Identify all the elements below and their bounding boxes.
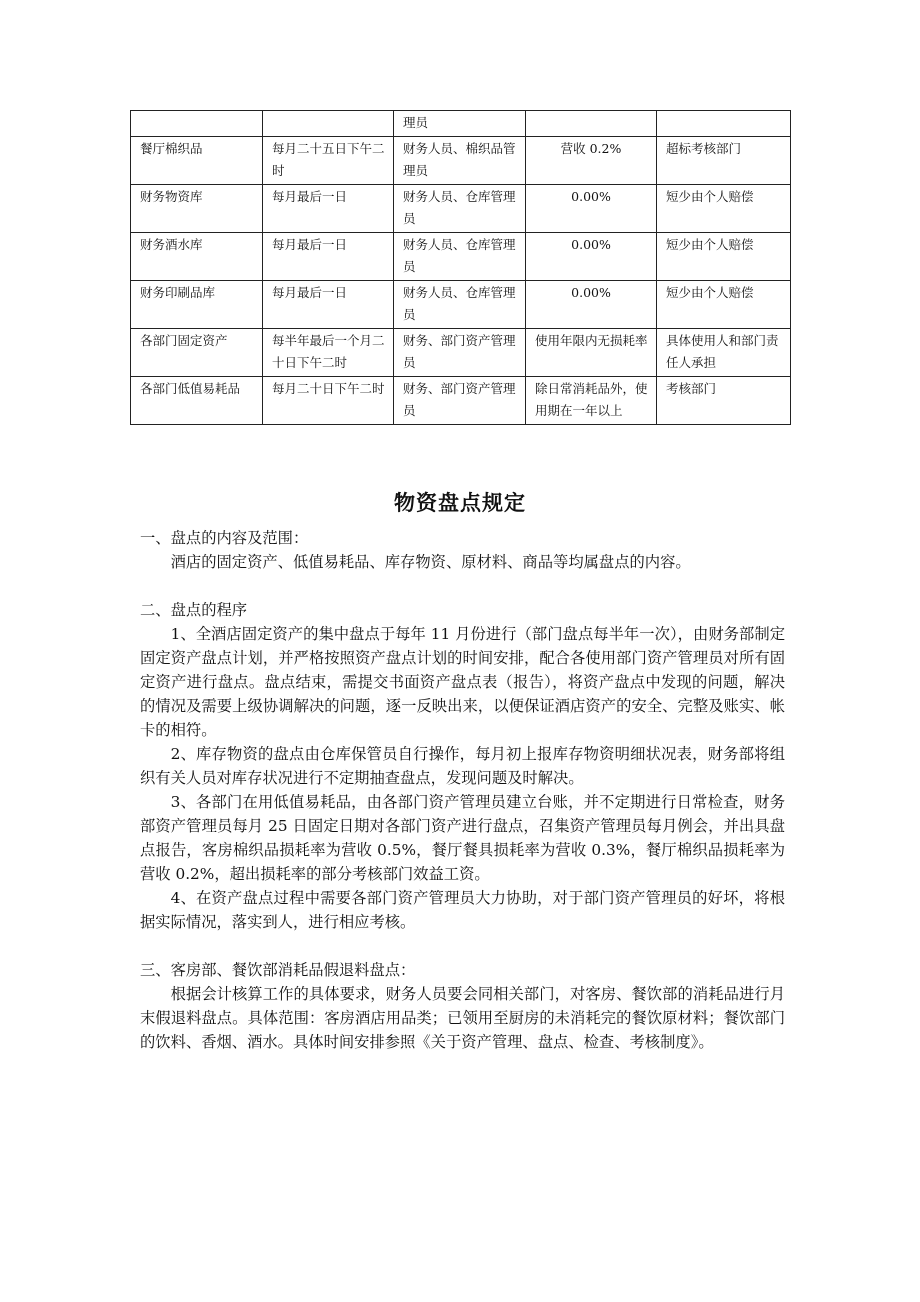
paragraph: 根据会计核算工作的具体要求，财务人员要会同相关部门，对客房、餐饮部的消耗品进行月末假退料盘点。具体范围：客房酒店用品类；已领用至厨房的未消耗完的餐饮原材料；餐饮部门的饮料、香烟、酒水。具体时间安排参照《关于资产管理、盘点、检查、考核制度》。 — [140, 985, 785, 1051]
table-row — [131, 281, 791, 329]
table-cell: 财务、部门资产管理员 — [394, 377, 526, 425]
paragraph: 1、全酒店固定资产的集中盘点于每年 11 月份进行（部门盘点每半年一次），由财务部制定固定资产盘点计划，并严格按照资产盘点计划的时间安排，配合各使用部门资产管理员对所有固定资产进行盘点。盘点结束，需提交书面资产盘点表（报告），将资产盘点中发现的问题，解决的情况及需要上级协调解决的问题，逐一反映出来，以便保证酒店资产的安全、完整及账实、帐卡的相符。 — [140, 625, 785, 739]
table-cell: 短少由个人赔偿 — [657, 233, 791, 281]
table-row — [131, 329, 791, 377]
paragraph: 酒店的固定资产、低值易耗品、库存物资、原材料、商品等均属盘点的内容。 — [170, 553, 691, 571]
table-cell: 财务人员、仓库管理员 — [394, 233, 526, 281]
document-body — [140, 526, 785, 1054]
table-cell: 短少由个人赔偿 — [657, 281, 791, 329]
paragraph: 4、在资产盘点过程中需要各部门资产管理员大力协助，对于部门资产管理员的好坏，将根据实际情况，落实到人，进行相应考核。 — [140, 889, 785, 931]
table-cell: 每月最后一日 — [263, 233, 394, 281]
table-cell: 财务人员、棉织品管理员 — [394, 137, 526, 185]
table-cell: 各部门固定资产 — [131, 329, 263, 377]
section-heading: 一、盘点的内容及范围： — [140, 529, 309, 547]
table-cell — [657, 111, 791, 137]
table-row — [131, 111, 791, 137]
paragraph: 2、库存物资的盘点由仓库保管员自行操作，每月初上报库存物资明细状况表，财务部将组织有关人员对库存状况进行不定期抽查盘点，发现问题及时解决。 — [140, 745, 785, 787]
table-row — [131, 137, 791, 185]
table-cell: 理员 — [394, 111, 526, 137]
table-row — [131, 233, 791, 281]
table-cell: 每半年最后一个月二十日下午二时 — [263, 329, 394, 377]
table-cell — [131, 111, 263, 137]
table-cell: 每月最后一日 — [263, 281, 394, 329]
paragraph-spacer — [140, 574, 785, 598]
table-cell: 短少由个人赔偿 — [657, 185, 791, 233]
table-cell: 具体使用人和部门责任人承担 — [657, 329, 791, 377]
table-cell: 考核部门 — [657, 377, 791, 425]
table-cell: 超标考核部门 — [657, 137, 791, 185]
section-heading: 三、客房部、餐饮部消耗品假退料盘点： — [140, 961, 416, 979]
table-cell: 各部门低值易耗品 — [131, 377, 263, 425]
table-cell: 财务印刷品库 — [131, 281, 263, 329]
table-cell: 餐厅棉织品 — [131, 137, 263, 185]
table-row — [131, 185, 791, 233]
table-cell — [263, 111, 394, 137]
table-cell: 0.00% — [526, 233, 657, 281]
table-cell: 每月二十五日下午二时 — [263, 137, 394, 185]
table-cell: 每月二十日下午二时 — [263, 377, 394, 425]
document-title: 物资盘点规定 — [394, 491, 526, 515]
paragraph: 3、各部门在用低值易耗品，由各部门资产管理员建立台账，并不定期进行日常检查，财务部资产管理员每月 25 日固定日期对各部门资产进行盘点，召集资产管理员每月例会，并出具盘点报告，客房棉织品损耗率为营收 0.5%，餐厅餐具损耗率为营收 0.3%，餐厅棉织品损耗率为营收 0.2%，超出损耗率的部分考核部门效益工资。 — [140, 793, 785, 883]
table-row — [131, 377, 791, 425]
table-cell: 使用年限内无损耗率 — [526, 329, 657, 377]
table-cell: 财务酒水库 — [131, 233, 263, 281]
table-cell: 财务物资库 — [131, 185, 263, 233]
table-cell: 营收 0.2% — [526, 137, 657, 185]
table-cell: 财务人员、仓库管理员 — [394, 281, 526, 329]
section-heading: 二、盘点的程序 — [140, 601, 248, 619]
table-cell: 除日常消耗品外，使用期在一年以上 — [526, 377, 657, 425]
table-cell: 0.00% — [526, 281, 657, 329]
inventory-schedule-table — [130, 110, 791, 425]
table-cell: 每月最后一日 — [263, 185, 394, 233]
table-cell: 财务人员、仓库管理员 — [394, 185, 526, 233]
table-cell — [526, 111, 657, 137]
inventory-schedule-table-wrapper — [130, 110, 790, 425]
table-cell: 财务、部门资产管理员 — [394, 329, 526, 377]
table-cell: 0.00% — [526, 185, 657, 233]
paragraph-spacer — [140, 934, 785, 958]
